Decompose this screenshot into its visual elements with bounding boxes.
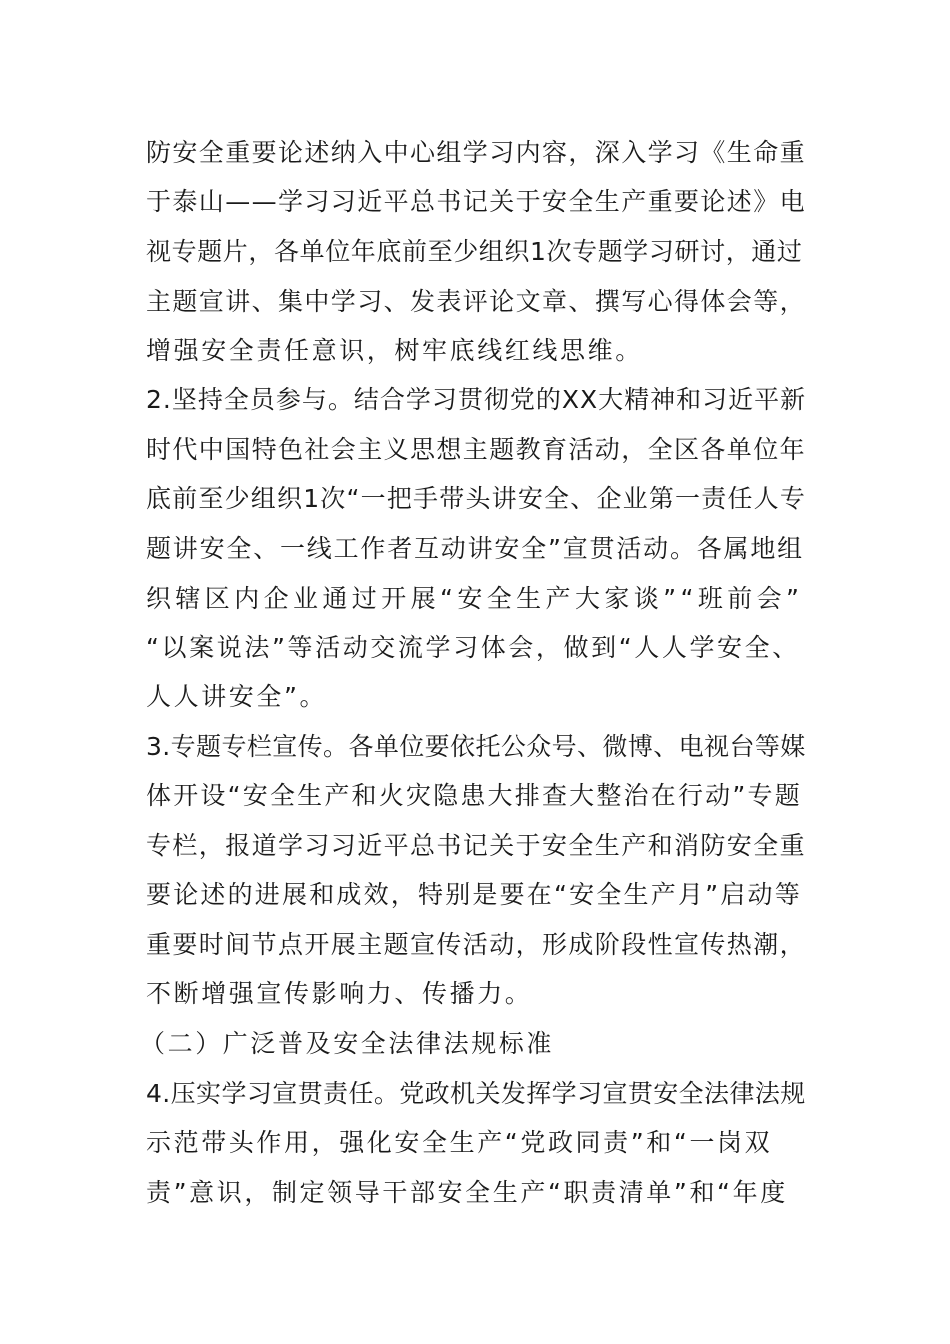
text-line-10: 织辖区内企业通过开展“安全生产大家谈”“班前会” bbox=[146, 584, 804, 613]
text-line-15: 专栏，报道学习习近平总书记关于安全生产和消防安全重 bbox=[146, 831, 807, 860]
text-line-1: 防安全重要论述纳入中心组学习内容，深入学习《生命重 bbox=[146, 138, 807, 167]
text-line-7: 时代中国特色社会主义思想主题教育活动，全区各单位年 bbox=[146, 435, 807, 464]
text-line-18: 不断增强宣传影响力、传播力。 bbox=[146, 979, 533, 1008]
text-line-2: 于泰山——学习习近平总书记关于安全生产重要论述》电 bbox=[146, 187, 807, 216]
text-line-14: 体开设“安全生产和火灾隐患大排查大整治在行动”专题 bbox=[146, 781, 802, 810]
text-line-3: 视专题片，各单位年底前至少组织1次专题学习研讨，通过 bbox=[146, 237, 803, 266]
text-line-11: “以案说法”等活动交流学习体会，做到“人人学安全、 bbox=[146, 633, 800, 662]
text-line-4: 主题宣讲、集中学习、发表评论文章、撰写心得体会等， bbox=[146, 287, 807, 316]
section-heading: （二）广泛普及安全法律法规标准 bbox=[140, 1029, 555, 1058]
text-line-20: 4.压实学习宣贯责任。党政机关发挥学习宣贯安全法律法规 bbox=[146, 1079, 806, 1108]
text-line-21: 示范带头作用，强化安全生产“党政同责”和“一岗双 bbox=[146, 1128, 773, 1157]
text-line-6: 2.坚持全员参与。结合学习贯彻党的XX大精神和习近平新 bbox=[146, 385, 807, 414]
text-line-12: 人人讲安全”。 bbox=[146, 682, 328, 711]
text-line-16: 要论述的进展和成效，特别是要在“安全生产月”启动等 bbox=[146, 880, 802, 909]
text-line-9: 题讲安全、一线工作者互动讲安全”宣贯活动。各属地组 bbox=[146, 534, 804, 563]
text-line-13: 3.专题专栏宣传。各单位要依托公众号、微博、电视台等媒 bbox=[146, 732, 806, 761]
text-line-8: 底前至少组织1次“一把手带头讲安全、企业第一责任人专 bbox=[146, 484, 807, 513]
text-line-5: 增强安全责任意识，树牢底线红线思维。 bbox=[146, 336, 643, 365]
text-line-22: 责”意识，制定领导干部安全生产“职责清单”和“年度 bbox=[146, 1178, 788, 1207]
text-line-17: 重要时间节点开展主题宣传活动，形成阶段性宣传热潮， bbox=[146, 930, 807, 959]
